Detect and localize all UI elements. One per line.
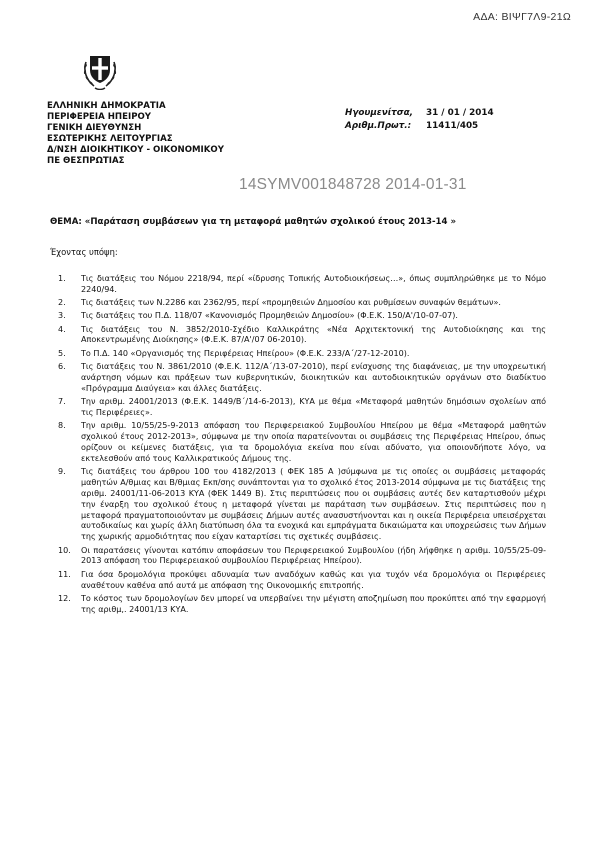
- list-item-text: Τις διατάξεις του άρθρου 100 του 4182/2013 ( ΦΕΚ 185 Α )σύμφωνα με τις οποίες οι συμβάσεις μεταφοράς μαθητών Α/θμιας και Β/θμιας Εκπ/σης συνάπτονται για το σχολικό έτος 2013-2014 σύμφωνα με τις διατάξεις της αριθμ. 24001/11-06-2013 ΚΥΑ (ΦΕΚ 1449 Β). Στις περιπτώσεις που οι συμβάσεις αυτές δεν καταρτισθούν μέχρι την έναρξη του σχολικού έτους η μεταφορά γίνεται με παράταση των συμβάσεων. Στις περιπτώσεις που η μεταφορά πραγματοποιούνταν με συμβάσεις Δήμων αυτές ανασυστήνονται και η οικεία Περιφέρεια υπεισέρχεται αυτοδικαίως και χωρίς άλλη διατύπωση όλα τα ενοχικά και εμπράγματα δικαιώματα και υποχρεώσεις των Δήμων της χωρικής αρμοδιότητας που είχαν καταρτίσει τις σχετικές συμβάσεις.: [81, 466, 546, 542]
- list-item-number: 7.: [58, 396, 66, 406]
- sender-line: ΕΣΩΤΕΡΙΚΗΣ ΛΕΙΤΟΥΡΓΙΑΣ: [47, 134, 173, 144]
- list-item-text: Την αριθμ. 24001/2013 (Φ.Ε.Κ. 1449/Β΄/14-6-2013), ΚΥΑ με θέμα «Μεταφορά μαθητών δημόσιων σχολείων από τις Περιφέρειες».: [81, 396, 546, 417]
- list-item-number: 4.: [58, 324, 66, 334]
- intro-text: Έχοντας υπόψη:: [50, 247, 118, 257]
- list-item: [58, 467, 546, 543]
- list-item-number: 11.: [58, 569, 71, 579]
- list-item: [58, 362, 546, 395]
- list-item: [58, 421, 546, 465]
- considerations-list: [58, 274, 546, 618]
- list-item-number: 9.: [58, 466, 66, 476]
- list-item-text: Για όσα δρομολόγια προκύψει αδυναμία των αναδόχων καθώς και για τυχόν νέα δρομολόγια οι Περιφέρειες αναθέτουν καθένα από αυτά με απόφαση της Οικονομικής επιτροπής.: [81, 569, 546, 590]
- list-item-text: Τις διατάξεις του Π.Δ. 118/07 «Κανονισμός Προμηθειών Δημοσίου» (Φ.Ε.Κ. 150/Α'/10-07-07).: [81, 311, 458, 321]
- list-item-number: 2.: [58, 298, 66, 308]
- list-item: [58, 325, 546, 347]
- sender-block: [47, 101, 224, 167]
- list-item-number: 5.: [58, 348, 66, 358]
- list-item: [58, 594, 546, 616]
- list-item-text: Το κόστος των δρομολογίων δεν μπορεί να υπερβαίνει την μέγιστη αποζημίωση που προκύπτει από την εφαρμογή της αριθμ,. 24001/13 ΚΥΑ.: [81, 593, 546, 614]
- list-item: [58, 349, 546, 360]
- sender-line: Δ/ΝΣΗ ΔΙΟΙΚΗΤΙΚΟΥ - ΟΙΚΟΝΟΜΙΚΟΥ: [47, 145, 224, 155]
- list-item-text: Τις διατάξεις των Ν.2286 και 2362/95, περί «προμηθειών Δημοσίου και ρυθμίσεων συναφών θεμάτων».: [81, 298, 501, 308]
- document-date: 31 / 01 / 2014: [426, 108, 494, 118]
- list-item-number: 1.: [58, 274, 66, 283]
- list-item-number: 8.: [58, 420, 66, 430]
- list-item-text: Το Π.Δ. 140 «Οργανισμός της Περιφέρειας Ηπείρου» (Φ.Ε.Κ. 233/Α΄/27-12-2010).: [81, 348, 410, 358]
- list-item-text: Τις διατάξεις του Νόμου 2218/94, περί «ίδρυσης Τοπικής Αυτοδιοικήσεως…», όπως συμπληρώθηκε με το Νόμο 2240/94.: [81, 274, 546, 294]
- list-item-number: 12.: [58, 593, 71, 603]
- list-item: [58, 546, 546, 568]
- sender-line: ΠΕ ΘΕΣΠΡΩΤΙΑΣ: [47, 156, 125, 166]
- list-item-number: 3.: [58, 311, 66, 321]
- protocol-number: 11411/405: [426, 121, 479, 131]
- date-protocol-block: [345, 107, 494, 133]
- list-item: [58, 311, 546, 322]
- place-label: Ηγουμενίτσα,: [345, 108, 413, 118]
- list-item-text: Την αριθμ. 10/55/25-9-2013 απόφαση του Περιφερειακού Συμβουλίου Ηπείρου με θέμα «Μεταφορά μαθητών σχολικού έτους 2012-2013», σύμφωνα με την οποία παρατείνονται οι συμβάσεις της Περιφέρειας Ηπείρου, όπως ορίζουν οι κείμενες διατάξεις, για τα δρομολόγια εκείνα που είναι αδύνατο, για οποιονδήποτε λόγο, να εκτελεσθούν από τους Καλλικρατικούς Δήμους της.: [81, 420, 546, 463]
- ada-code: ΑΔΑ: ΒΙΨΓ7Λ9-21Ω: [473, 11, 571, 23]
- protocol-label: Αριθμ.Πρωτ.:: [345, 121, 412, 131]
- list-item: [58, 570, 546, 592]
- list-item: [58, 274, 546, 296]
- list-item-text: Τις διατάξεις του Ν. 3852/2010-Σχέδιο Καλλικράτης «Νέα Αρχιτεκτονική της Αυτοδιοίκησης και της Αποκεντρωμένης Διοίκησης» (Φ.Ε.Κ. 87/Α'/07 06-2010).: [81, 324, 546, 345]
- list-item-number: 6.: [58, 361, 66, 371]
- list-item-text: Οι παρατάσεις γίνονται κατόπιν αποφάσεων του Περιφερειακού Συμβουλίου (ήδη λήφθηκε η αριθμ. 10/55/25-09-2013 απόφαση του Περιφερειακού συμβουλίου Περιφέρειας Ηπείρου).: [81, 545, 546, 566]
- protocol-stamp: 14SYMV001848728 2014-01-31: [239, 176, 467, 193]
- list-item-text: Τις διατάξεις του Ν. 3861/2010 (Φ.Ε.Κ. 112/Α΄/13-07-2010), περί ενίσχυσης της διαφάνειας, με την υποχρεωτική ανάρτηση νόμων και πράξεων των κυβερνητικών, διοικητικών και αυτοδιοικητικών οργάνων στο διαδίκτυο «Πρόγραμμα Διαύγεια» και άλλες διατάξεις.: [81, 361, 546, 393]
- sender-line: ΓΕΝΙΚΗ ΔΙΕΥΘΥΝΣΗ: [47, 123, 142, 133]
- coat-of-arms-icon: [80, 48, 120, 90]
- list-item: [58, 298, 546, 309]
- sender-line: ΕΛΛΗΝΙΚΗ ΔΗΜΟΚΡΑΤΙΑ: [47, 101, 166, 111]
- subject-line: ΘΕΜΑ: «Παράταση συμβάσεων για τη μεταφορά μαθητών σχολικού έτους 2013-14 »: [50, 217, 457, 227]
- list-item: [58, 397, 546, 419]
- list-item-number: 10.: [58, 545, 71, 555]
- sender-line: ΠΕΡΙΦΕΡΕΙΑ ΗΠΕΙΡΟΥ: [47, 112, 152, 122]
